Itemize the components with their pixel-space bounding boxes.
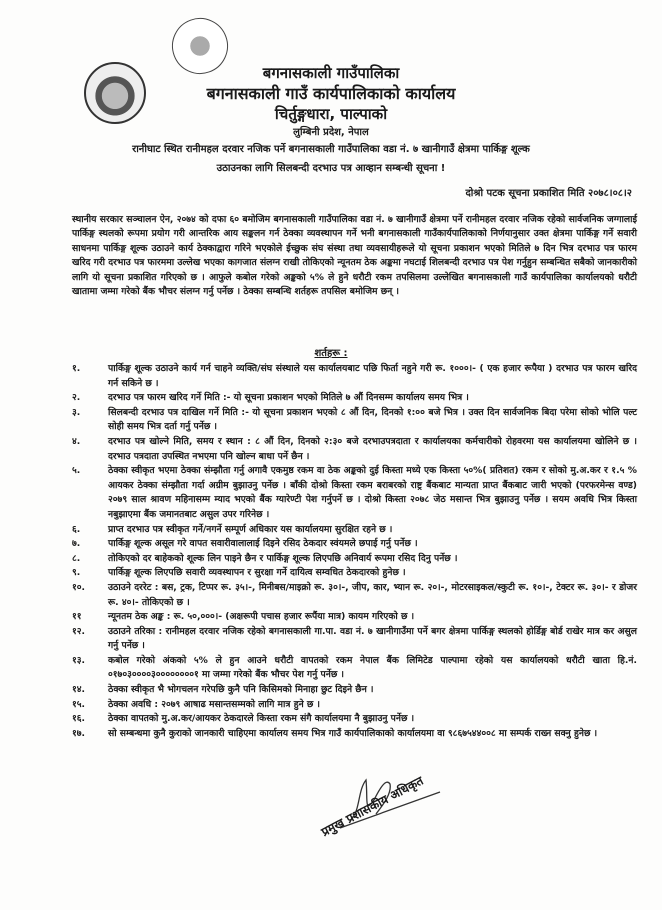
term-number: १६. bbox=[72, 713, 86, 725]
term-item bbox=[72, 435, 637, 464]
term-number: १०. bbox=[72, 581, 86, 593]
term-text: न्यूनतम ठेक अङ्क : रू. ५०,०००।- (अक्षरूपी पचास हजार रूपैंया मात्र) कायम गरिएको छ । bbox=[108, 611, 415, 623]
term-text: ठेक्का वापतको मु.अ.कर/आयकर ठेकदारले किस्ता रकम संगै कार्यालयमा नै बुझाउनु पर्नेछ । bbox=[108, 713, 415, 725]
signatory-title: प्रमुख प्रशासकीय अधिकृत bbox=[318, 773, 426, 840]
term-number: ६. bbox=[72, 523, 81, 535]
term-item bbox=[72, 625, 637, 654]
term-text: दरभाउ पत्र फारम खरिद गर्ने मिति :- यो सूचना प्रकाशन भएको मितिले ७ औं दिनसम्म कार्यालय समय भित्र । bbox=[108, 392, 469, 404]
term-number: ४. bbox=[72, 435, 81, 447]
term-text: ठेक्का स्वीकृत भएमा ठेक्का संम्झौता गर्नु अगावै एकमुष्ठ रकम वा ठेक अङ्कको दुई किस्ता मध्ये एक किस्ता ५०%( प्रतिशत) रकम र सोको मु.अ.कर र १.५ % आयकर ठेक्का संम्झौता गर्दा अग्रीम बुझाउनु पर्नेछ । बाँकी दोश्रो किस्ता रकम बराबरको राष्ट्र बैंकबाट मान्यता प्राप्त बैंकबाट जारी भएको (परफरमेन्स वण्ड) २०७९ साल श्रावण महिनासम्म म्याद भएको बैंक ग्यारेण्टी पेश गर्नुपर्ने छ । दोश्रो किस्ता २०७८ जेठ मसान्त भित्र बुझाउनु पर्नेछ । सयम अवधि भित्र किस्ता नबुझाएमा बैंक जमानतबाट असुल उपर गरिनेछ । bbox=[108, 465, 637, 520]
term-item bbox=[72, 683, 637, 698]
term-number: ८. bbox=[72, 552, 81, 564]
term-number: १४. bbox=[72, 684, 86, 696]
term-number: १२. bbox=[72, 625, 86, 637]
term-number: ५. bbox=[72, 465, 81, 477]
term-item bbox=[72, 362, 637, 391]
term-item bbox=[72, 581, 637, 610]
term-number: १३. bbox=[72, 654, 86, 666]
office-location: चिर्तुङ्गधारा, पाल्पाको bbox=[274, 105, 388, 123]
term-item bbox=[72, 654, 637, 683]
term-number: ७. bbox=[72, 538, 81, 550]
term-number: २. bbox=[72, 392, 81, 404]
term-item bbox=[72, 464, 637, 522]
term-number: ११ bbox=[72, 611, 82, 623]
terms-list bbox=[72, 362, 637, 741]
term-text: तोकिएको दर बाहेकको शूल्क लिन पाइने छैन र पार्किङ्ग शूल्क लिएपछि अनिवार्य रूपमा रसिद दिनु पर्नेछ । bbox=[108, 552, 458, 564]
term-text: दरभाउ पत्र खोल्ने मिति, समय र स्थान : ८ औं दिन, दिनको २:३० बजे दरभाउपत्रदाता र कार्यालयका कर्मचारीको रोहवरमा यस कार्यालयमा खोलिने छ । दरभाउ पत्रदाता उपस्थित नभएमा पनि खोल्न बाधा पर्ने छैन । bbox=[108, 435, 637, 462]
term-number: ९. bbox=[72, 567, 81, 579]
notice-subject-line2: उठाउनका लागि सिलबन्दी दरभाउ पत्र आव्हान सम्बन्धी सूचना ! bbox=[216, 163, 446, 174]
term-item bbox=[72, 391, 637, 406]
term-item bbox=[72, 552, 637, 567]
term-text: ठेक्का अवधि : २०७९ आषाढ मसान्तसम्मको लागि मात्र हुने छ । bbox=[108, 698, 321, 710]
term-text: कबोल गरेको अंकको ५% ले हुन आउने धरौटी वापतको रकम नेपाल बैंक लिमिटेड पाल्पामा रहेको यस कार्यालयको धरौटी खाता हि.नं. ०१७०३००००३००००००००१ मा जम्मा गरेको बैंक भौचर पेश गर्नु पर्नेछ । bbox=[108, 654, 637, 681]
notice-subject-line1: रानीघाट स्थित रानीमहल दरवार नजिक पर्ने बगनासकाली गाउँपालिका वडा नं. ७ खानीगाउँ क्षेत्रमा पार्किङ्ग शूल्क bbox=[132, 144, 530, 155]
term-number: १५. bbox=[72, 698, 86, 710]
term-text: सिलबन्दी दरभाउ पत्र दाखिल गर्ने मिति :- यो सूचना प्रकाशन भएको ८ औं दिन, दिनको १:०० बजे भित्र । उक्त दिन सार्वजनिक बिदा परेमा सोको भोलि पल्ट सोही समय भित्र दर्ता गर्नु पर्नेछ । bbox=[108, 406, 637, 433]
term-item bbox=[72, 698, 637, 713]
term-text: सो सम्बन्धमा कुनै कुराको जानकारी चाहिएमा कार्यालय समय भित्र गाउँ कार्यपालिकाको कार्यालयमा वा ९८६७५४४००८ मा सम्पर्क राख्न सक्नु हुनेछ । bbox=[108, 727, 598, 739]
intro-paragraph: स्थानीय सरकार सञ्चालन ऐन, २०७४ को दफा ६० बमोजिम बगनासकाली गाउँपालिका वडा नं. ७ खानीगाउँ क्षेत्रमा पर्ने रानीमहल दरवार नजिक रहेको सार्वजनिक जग्गालाई पार्किङ्ग स्थलको रूपमा प्रयोग गरी आन्तरिक आय सङ्कलन गर्न ठेक्का व्यवस्थापन गर्ने भनी बगनासकाली गाउँकार्यपालिकाको निर्णयानुसार उक्त क्षेत्रमा पार्किङ्ग गर्ने सवारी साधनमा पार्किङ्ग शूल्क उठाउने कार्य ठेक्काद्वारा गरिने भएकोले ईच्छुक संघ संस्था तथा व्यवसायीहरूले यो सूचना प्रकाशन भएको मितिले ७ दिन भित्र दरभाउ पत्र फारम खरिद गरी दरभाउ पत्र फारममा उल्लेख भएका कागजात संलग्न राखी तोकिएको न्यूनतम ठेक अङ्कमा नघटाई शिलबन्दी दरभाउ पत्र पेश गर्नुहुन सम्बन्धित सबैको जानकारीको लागि यो सूचना प्रकाशित गरिएको छ । आफुले कबोल गरेको अङ्कको ५% ले हुने धरौटी रकम तपसिलमा उल्लेखित बगनासकाली गाउँ कार्यपालिका कार्यालयको धरौटी खातामा जम्मा गरेको बैंक भौचर संलग्न गर्नु पर्नेछ । ठेक्का सम्बन्धि शर्तहरू तपसिल बमोजिम छन् । bbox=[72, 214, 637, 298]
term-item bbox=[72, 566, 637, 581]
term-number: १. bbox=[72, 363, 81, 374]
term-text: पार्किङ्ग शूल्क उठाउने कार्य गर्न चाहने व्यक्ति/संघ संस्थाले यस कार्यालयबाट पछि फिर्ता नहुने गरी रू. १०००।- ( एक हजार रूपैया ) दरभाउ पत्र फारम खरिद गर्न सकिने छ । bbox=[108, 363, 637, 389]
term-number: ३. bbox=[72, 406, 81, 418]
term-number: १७. bbox=[72, 727, 86, 739]
term-item bbox=[72, 610, 637, 625]
province: लुम्बिनी प्रदेश, नेपाल bbox=[293, 127, 369, 138]
term-item bbox=[72, 537, 637, 552]
terms-heading: शर्तहरू : bbox=[314, 348, 348, 359]
publication-date: दोश्रो पटक सूचना प्रकाशित मिति २०७८।०८।२ bbox=[465, 188, 632, 199]
term-text: उठाउने तरिका : रानीमहल दरवार नजिक रहेको बगनासकाली गा.पा. वडा नं. ७ खानीगाउँमा पर्ने बगर क्षेत्रमा पार्किङ्ग स्थलको होर्डिङ्ग बोर्ड राखेर मात्र कर असुल गर्नु पर्नेछ । bbox=[108, 625, 637, 652]
term-text: पार्किङ्ग शूल्क असूल गरे वापत सवारीवालालाई दिइने रसिद ठेकदार स्वंयमले छपाई गर्नु पर्नेछ । bbox=[108, 538, 418, 550]
term-item bbox=[72, 712, 637, 727]
term-item bbox=[72, 406, 637, 435]
term-item bbox=[72, 523, 637, 538]
term-text: ठेक्का स्वीकृत भै भोगचलन गरेपछि कुनै पनि किसिमको मिनाहा छुट दिइने छैन । bbox=[108, 684, 374, 696]
term-text: उठाउने दररेट : बस, ट्रक, टिप्पर रू. ३५।-, मिनीबस/माइक्रो रू. ३०।-, जीप, कार, भ्यान रू. २०।-, मोटरसाइकल/स्कुटी रू. १०।-, टेक्टर रू. ३०।- र डोजर रू. ४०।- तोकिएको छ । bbox=[108, 581, 637, 608]
municipality-name: बगनासकाली गाउँपालिका bbox=[262, 64, 400, 82]
term-item bbox=[72, 727, 637, 742]
term-text: प्राप्त दरभाउ पत्र स्वीकृत गर्ने/नगर्ने सम्पूर्ण अधिकार यस कार्यालयमा सुरक्षित रहने छ । bbox=[108, 523, 393, 535]
office-name: बगनासकाली गाउँ कार्यपालिकाको कार्यालय bbox=[206, 84, 456, 103]
term-text: पार्किङ्ग शूल्क लिएपछि सवारी व्यवस्थापन र सुरक्षा गर्ने दायित्व सम्वधित ठेकदारको हुनेछ । bbox=[108, 567, 406, 579]
